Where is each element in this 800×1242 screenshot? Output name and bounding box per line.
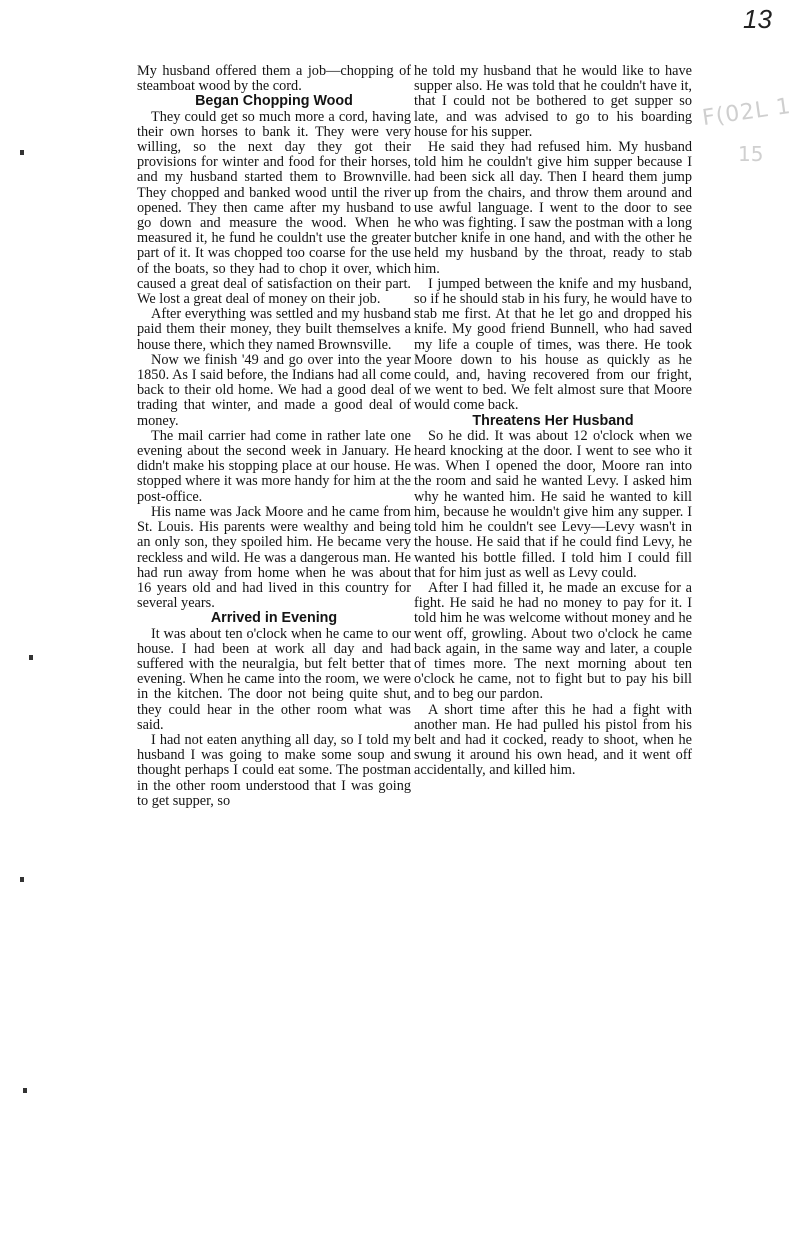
margin-mark xyxy=(20,150,24,155)
paragraph: A short time after this he had a fight with another man. He had pulled his pistol from his belt and had it cocked, ready to shoot, when he swung it around his own head, and it went off accidentally, and killed him. xyxy=(414,701,692,779)
paragraph: After everything was settled and my husband paid them their money, they built themselves a house there, which they named Brownsville. xyxy=(137,306,411,353)
paragraph: So he did. It was about 12 o'clock when we heard knocking at the door. I went to see who it was. When I opened the door, Moore ran into the room and said he wanted Levy. I asked him why he wanted him. He said he wanted to kill him, because he wouldn't give him any supper. I told him he couldn't see Levy—Levy wasn't in the house. He said that if he could find Levy, he wanted his bottle filled. I told him I could fill that for him just as well as Levy could. xyxy=(414,427,692,581)
margin-mark xyxy=(29,655,33,660)
paragraph: The mail carrier had come in rather late one evening about the second week in January. He didn't make his stopping place at our house. He stopped where it was more handy for him at the post-office. xyxy=(137,427,411,505)
paragraph: After I had filled it, he made an excuse for a fight. He said he had no money to pay for it. I told him he was welcome without money and he went off, growling. About two o'clock he came back again, in the same way and later, a couple of times more. The next morning about ten o'clock he came, not to fight but to pay his bill and to beg our pardon. xyxy=(414,579,692,703)
paragraph: It was about ten o'clock when he came to our house. I had been at work all day and had suffered with the neuralgia, but felt better that evening. When he came into the room, we were in the kitchen. The door not being quite shut, they could hear in the other room what was said. xyxy=(137,625,411,733)
margin-mark xyxy=(20,877,24,882)
margin-mark xyxy=(23,1088,27,1093)
left-column xyxy=(137,64,411,809)
pencil-annotation: 15 xyxy=(738,142,764,166)
paragraph: I had not eaten anything all day, so I told my husband I was going to make some soup and thought perhaps I could eat some. The postman in the other room understood that I was going to get supper, so xyxy=(137,731,411,809)
paragraph: They could get so much more a cord, having their own horses to bank it. They were very willing, so the next day they got their provisions for winter and food for their horses, and my husband started them to Brownville. They chopped and banked wood until the river opened. They then came after my husband to go down and measure the wood. When he measured it, he fund he couldn't use the greater part of it. It was chopped too coarse for the use of the boats, so they had to chop it over, which caused a great deal of satisfaction on their part. We lost a great deal of money on their job. xyxy=(137,108,411,308)
paragraph: Now we finish '49 and go over into the year 1850. As I said before, the Indians had all come back to their old home. We had a good deal of trading that winter, and made a good deal of money. xyxy=(137,351,411,429)
paragraph: His name was Jack Moore and he came from St. Louis. His parents were wealthy and being an only son, they spoiled him. He became very reckless and wild. He was a dangerous man. He had run away from home when he was about 16 years old and had lived in this country for several years. xyxy=(137,503,411,612)
paragraph: My husband offered them a job—chopping of steamboat wood by the cord. xyxy=(137,63,411,95)
paragraph: he told my husband that he would like to have supper also. He was told that he couldn't have it, that I could not be bothered to get supper so late, and was advised to go to his boarding house for his supper. xyxy=(414,63,692,140)
pencil-annotation: F(02L 1 xyxy=(700,93,793,132)
paragraph: I jumped between the knife and my husband, so if he should stab in his fury, he would have to stab me first. At that he let go and dropped his knife. My good friend Bunnell, who had saved my life a couple of times, was there. He took Moore down to his house as quickly as he could, and, having recovered from our fright, we went to bed. We felt almost sure that Moore would come back. xyxy=(414,275,692,414)
paragraph: He said they had refused him. My husband told him he couldn't give him supper because I had been sick all day. Then I heard them jump up from the chairs, and throw them around and use awful language. I went to the door to see who was fighting. I saw the postman with a long butcher knife in one hand, and with the other he held my husband by the throat, ready to stab him. xyxy=(414,139,692,277)
right-column xyxy=(414,64,692,779)
section-heading: Arrived in Evening xyxy=(210,610,338,627)
section-heading: Began Chopping Wood xyxy=(195,93,353,110)
section-heading: Threatens Her Husband xyxy=(472,412,634,429)
page-number: 13 xyxy=(743,4,772,34)
